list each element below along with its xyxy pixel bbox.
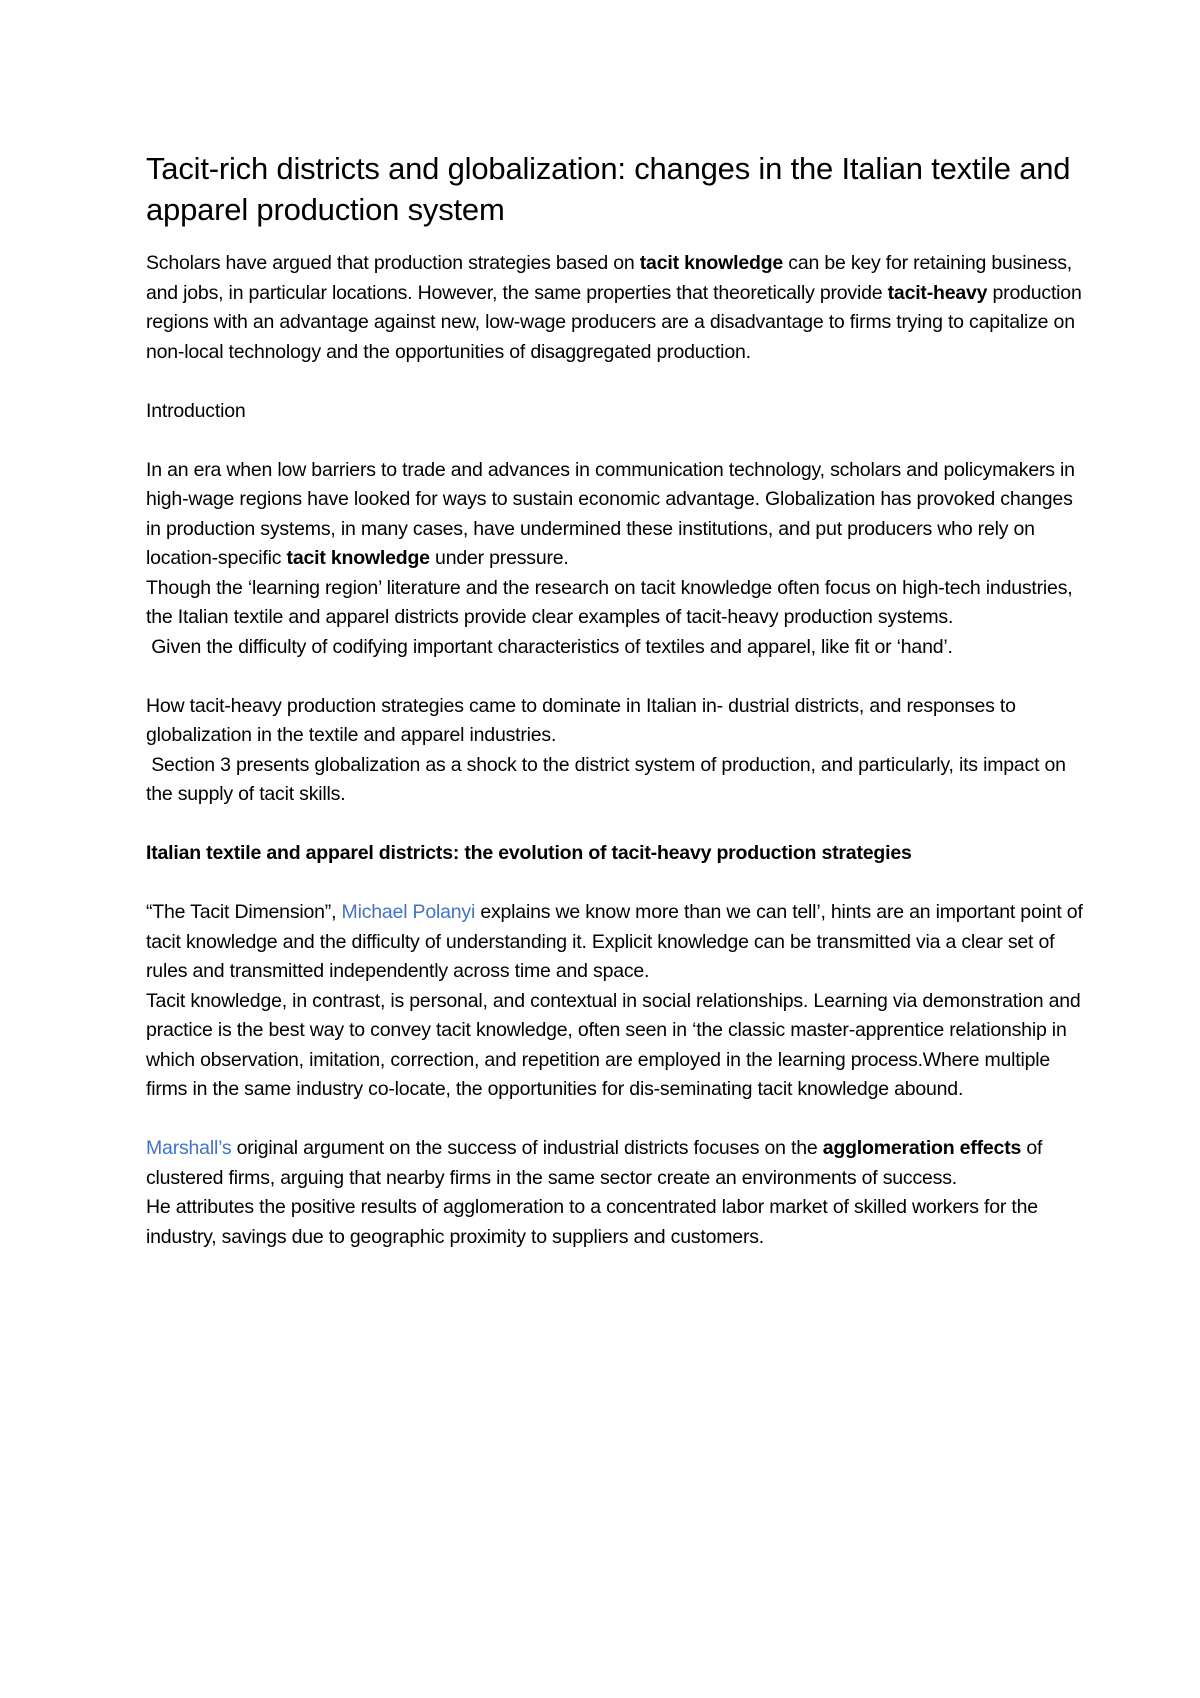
marshall-text-2: of clustered firms, arguing that nearby firms in the same sector create an environments of success.	[146, 1137, 1043, 1189]
intro-paragraph-2: Though the ‘learning region’ literature and the research on tacit knowledge often focus on high-tech industries, the Italian textile and apparel districts provide clear examples of tacit-heavy production systems.	[146, 576, 1073, 628]
marshall-paragraph	[146, 1134, 1086, 1193]
polanyi-paragraph	[146, 898, 1086, 987]
intro-paragraph-4: How tacit-heavy production strategies came to dominate in Italian in- dustrial districts, and responses to globalization in the textile and apparel industries.	[146, 694, 1016, 746]
polanyi-text-1: “The Tacit Dimension”,	[146, 901, 342, 923]
introduction-heading: Introduction	[146, 399, 246, 422]
intro-paragraph-5: Section 3 presents globalization as a shock to the district system of production, and particularly, its impact on the supply of tacit skills.	[146, 753, 1072, 805]
abstract-paragraph	[146, 249, 1086, 367]
intro-paragraph-3: Given the difficulty of codifying important characteristics of textiles and apparel, like fit or ‘hand’.	[146, 635, 953, 658]
document-page	[146, 148, 1086, 1252]
intro-p1-text-2: under pressure.	[429, 547, 569, 569]
michael-polanyi-link[interactable]: Michael Polanyi	[341, 901, 476, 923]
section-heading: Italian textile and apparel districts: the evolution of tacit-heavy production strategies	[146, 842, 912, 864]
spacer	[146, 426, 1086, 456]
spacer	[146, 662, 1086, 692]
abstract-bold-tacit-heavy: tacit-heavy	[887, 281, 988, 304]
abstract-text-1: Scholars have argued that production strategies based on	[146, 252, 640, 274]
spacer	[146, 869, 1086, 899]
marshall-paragraph-2: He attributes the positive results of agglomeration to a concentrated labor market of skilled workers for the industry, savings due to geographic proximity to suppliers and customers.	[146, 1196, 1038, 1248]
intro-paragraph-1	[146, 456, 1086, 574]
marshall-text-1: original argument on the success of industrial districts focuses on the	[231, 1137, 823, 1159]
tacit-knowledge-paragraph: Tacit knowledge, in contrast, is personal, and contextual in social relationships. Learning via demonstration and practice is the best way to convey tacit knowledge, often seen in ‘the classic master-apprentice relationship in which observation, imitation, correction, and repetition are employed in the learning process.Where multiple firms in the same industry co-locate, the opportunities for dis-seminating tacit knowledge abound.	[146, 989, 1081, 1100]
marshall-link[interactable]: Marshall’s	[146, 1137, 232, 1159]
spacer	[146, 367, 1086, 397]
marshall-bold-agglomeration-effects: agglomeration effects	[822, 1137, 1022, 1159]
abstract-text-3: production regions with an advantage against new, low-wage producers are a disadvantage to firms trying to capitalize on non-local technology and the opportunities of disaggregated production.	[146, 281, 1082, 363]
spacer	[146, 1105, 1086, 1135]
spacer	[146, 810, 1086, 840]
intro-p1-bold-tacit-knowledge: tacit knowledge	[286, 547, 430, 569]
intro-p1-text-1: In an era when low barriers to trade and advances in communication technology, scholars and policymakers in high-wage regions have looked for ways to sustain economic advantage. Globalization has provoked changes in production systems, in many cases, have undermined these institutions, and put producers who rely on location-specific	[146, 458, 1075, 569]
abstract-text-2: can be key for retaining business, and jobs, in particular locations. However, the same properties that theoretically provide	[146, 252, 1072, 304]
abstract-bold-tacit-knowledge: tacit knowledge	[639, 252, 784, 274]
document-title: Tacit-rich districts and globalization: changes in the Italian textile and apparel production system	[146, 151, 1071, 227]
polanyi-text-2: explains we know more than we can tell’, hints are an important point of tacit knowledge and the difficulty of understanding it. Explicit knowledge can be transmitted via a clear set of rules and transmitted independently across time and space.	[146, 901, 1083, 982]
